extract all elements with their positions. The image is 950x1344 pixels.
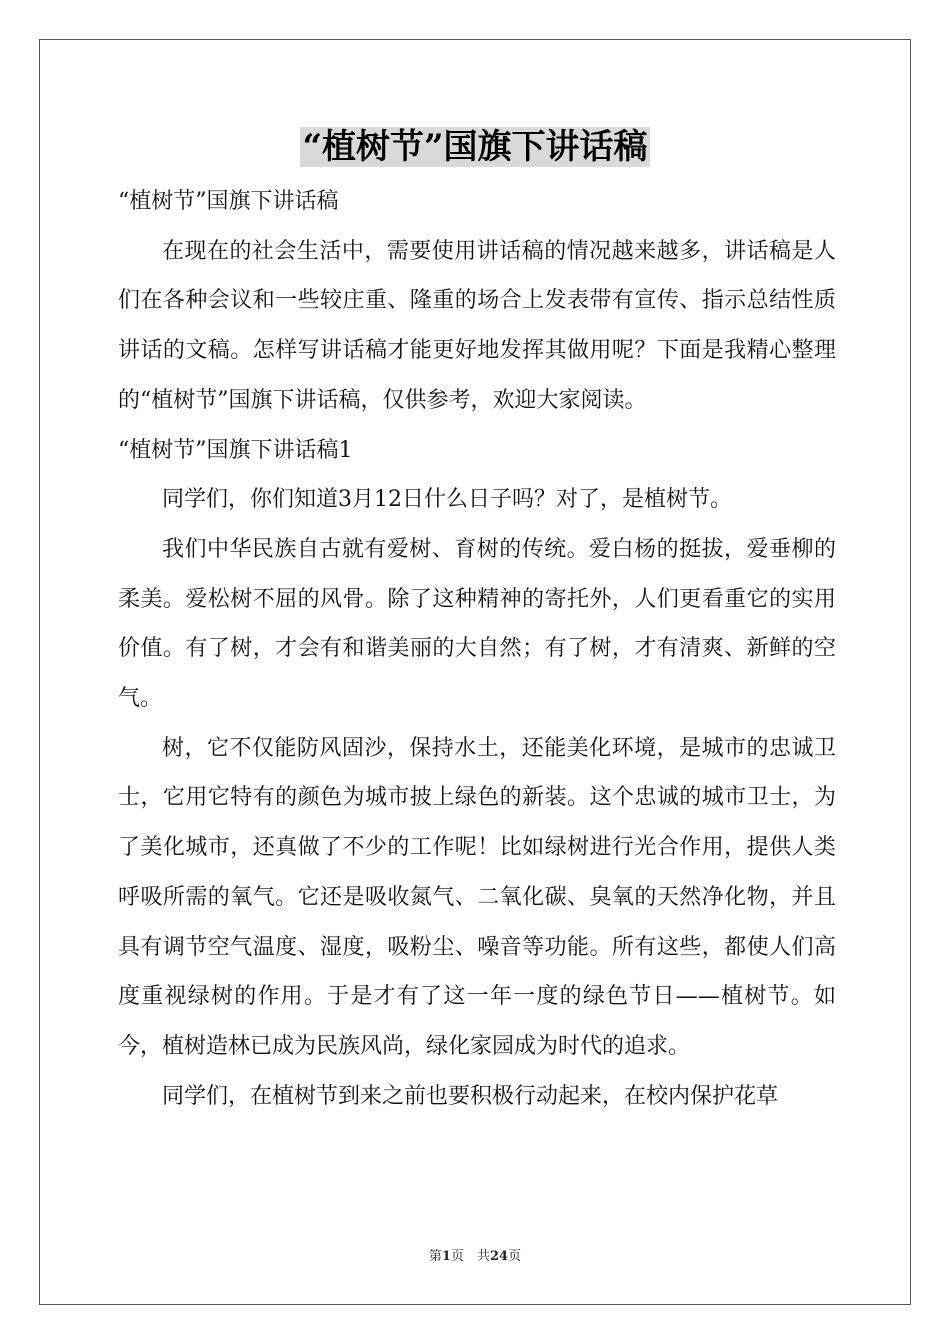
document-title bbox=[0, 122, 950, 172]
paragraph: 我们中华民族自古就有爱树、育树的传统。爱白杨的挺拔，爱垂柳的柔美。爱松树不屈的风骨。除了这种精神的寄托外，人们更看重它的实用价值。有了树，才会有和谐美丽的大自然；有了树，才有清爽、新鲜的空气。 bbox=[118, 536, 836, 712]
paragraph: 树，它不仅能防风固沙，保持水土，还能美化环境，是城市的忠诚卫士，它用它特有的颜色为城市披上绿色的新装。这个忠诚的城市卫士，为了美化城市，还真做了不少的工作呢！比如绿树进行光合作用，提供人类呼吸所需的氧气。它还是吸收氮气、二氧化碳、臭氧的天然净化物，并且具有调节空气温度、湿度，吸粉尘、噪音等功能。所有这些，都使人们高度重视绿树的作用。于是才有了这一年一度的绿色节日——植树节。如今，植树造林已成为民族风尚，绿化家园成为时代的追求。 bbox=[118, 735, 836, 1059]
document-body bbox=[118, 177, 836, 1121]
paragraph: “植树节”国旗下讲话稿1 bbox=[118, 437, 353, 463]
paragraph: 同学们，在植树节到来之前也要积极行动起来，在校内保护花草 bbox=[162, 1083, 779, 1109]
paragraph: “植树节”国旗下讲话稿 bbox=[118, 189, 339, 214]
footer-page-number: 1 bbox=[441, 1249, 451, 1264]
footer-prefix: 第 bbox=[428, 1249, 442, 1264]
paragraph: 同学们，你们知道3月12日什么日子吗？对了，是植树节。 bbox=[162, 487, 732, 513]
paragraph: 在现在的社会生活中，需要使用讲话稿的情况越来越多，讲话稿是人们在各种会议和一些较庄重、隆重的场合上发表带有宣传、指示总结性质讲话的文稿。怎样写讲话稿才能更好地发挥其做用呢？下面是我精心整理的“植树节”国旗下讲话稿，仅供参考，欢迎大家阅读。 bbox=[118, 238, 836, 413]
footer-page-total: 24 bbox=[489, 1249, 509, 1264]
document-title-text: “植树节”国旗下讲话稿 bbox=[302, 127, 648, 167]
page-footer bbox=[0, 1245, 950, 1264]
footer-suffix: 页 bbox=[508, 1249, 522, 1264]
footer-mid: 页 共 bbox=[450, 1249, 490, 1264]
